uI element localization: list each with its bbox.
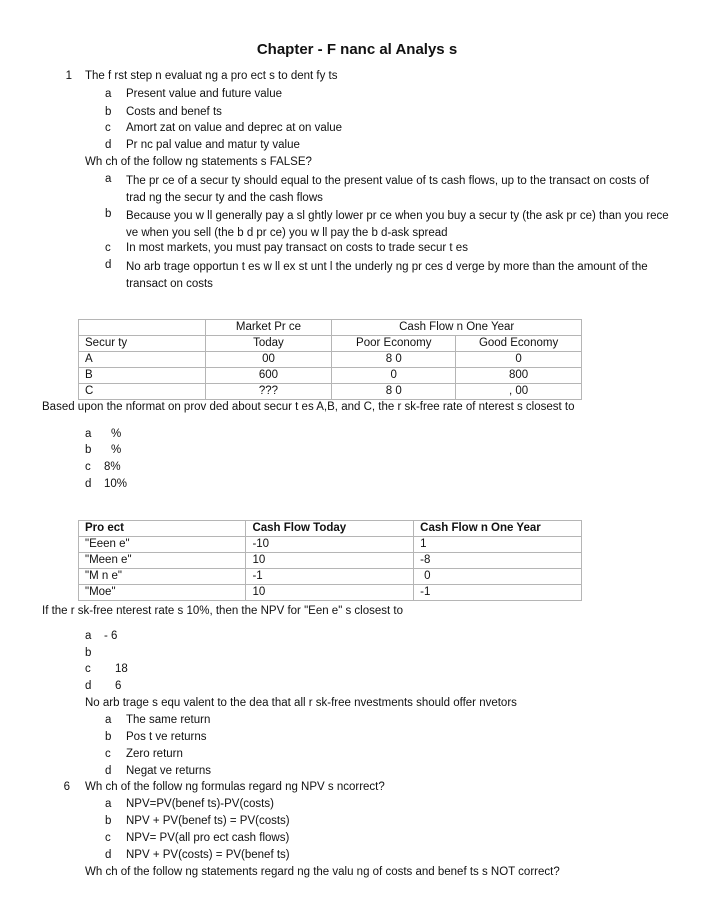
option-text: - 6 (104, 630, 118, 642)
option-text: NPV= PV(all pro ect cash flows) (126, 832, 290, 844)
table-cell: "Meen e" (79, 553, 246, 569)
option-letter: a (85, 428, 92, 440)
table-cell: 0 (456, 352, 582, 368)
table-cell: 8 0 (332, 384, 456, 400)
option-text: Amort zat on value and deprec at on value (126, 122, 343, 134)
option-letter: b (105, 815, 112, 827)
question-stem: No arb trage s equ valent to the dea that all r sk-free nvestments should offer nvetors (85, 697, 517, 709)
option-letter: c (85, 663, 91, 675)
securities-table (78, 319, 582, 400)
option-letter: a (105, 798, 112, 810)
table-cell: -1 (246, 569, 414, 585)
table-cell: 00 (205, 352, 332, 368)
table-row (79, 537, 582, 553)
table-cell: "M n e" (79, 569, 246, 585)
table-header-cell: Cash Flow n One Year (332, 320, 582, 336)
table-header-cell: Market Pr ce (205, 320, 332, 336)
table-cell: A (79, 352, 206, 368)
option-letter: b (105, 731, 112, 743)
table-header-cell: Today (205, 336, 332, 352)
option-text: Present value and future value (126, 88, 282, 100)
option-text: % (111, 444, 122, 456)
table-header-cell: Cash Flow n One Year (414, 521, 582, 537)
table-cell: B (79, 368, 206, 384)
question-stem: Wh ch of the follow ng formulas regard ng NPV s ncorrect? (85, 781, 385, 793)
option-letter: d (105, 259, 112, 271)
option-text: NPV=PV(benef ts)-PV(costs) (126, 798, 274, 810)
option-text: No arb trage opportun t es w ll ex st unt l the underly ng pr ces d verge by more than the amount of the transact on costs (126, 261, 648, 290)
table-header-row (79, 336, 582, 352)
option-text: Zero return (126, 748, 183, 760)
option-letter: d (105, 139, 112, 151)
option-text: 18 (115, 663, 128, 675)
table-cell: 8 0 (332, 352, 456, 368)
option-letter: c (105, 242, 111, 254)
option-text: % (111, 428, 122, 440)
option-letter: c (85, 461, 91, 473)
table-cell: 10 (246, 585, 414, 601)
page-title: Chapter - F nanc al Analys s (256, 41, 458, 58)
option-letter: b (105, 208, 112, 220)
table-header-cell: Pro ect (79, 521, 246, 537)
table-header-cell: Poor Economy (332, 336, 456, 352)
table-cell: -10 (246, 537, 414, 553)
table-row (79, 384, 582, 400)
option-text: NPV + PV(costs) = PV(benef ts) (126, 849, 290, 861)
table-cell: 10 (246, 553, 414, 569)
option-text: The pr ce of a secur ty should equal to the present value of ts cash flows, up to the transact on costs of trad ng the secur ty and the cash flows (126, 175, 649, 204)
table-row (79, 368, 582, 384)
option-text: Costs and benef ts (126, 106, 222, 118)
table-row (79, 585, 582, 601)
option-text: In most markets, you must pay transact on costs to trade secur t es (126, 242, 468, 254)
question-stem: Wh ch of the follow ng statements s FALSE? (85, 156, 312, 168)
option-letter: d (105, 765, 112, 777)
table-cell: C (79, 384, 206, 400)
option-text: Pos t ve returns (126, 731, 207, 743)
question-stem: If the r sk-free nterest rate s 10%, then the NPV for "Een e" s closest to (42, 605, 403, 617)
option-letter: a (105, 714, 112, 726)
table-cell: 800 (456, 368, 582, 384)
table-cell: 1 (414, 537, 582, 553)
question-stem: Wh ch of the follow ng statements regard ng the valu ng of costs and benef ts s NOT correct? (85, 866, 560, 878)
option-letter: b (105, 106, 112, 118)
table-cell: -8 (414, 553, 582, 569)
table-cell: 0 (332, 368, 456, 384)
option-letter: d (105, 849, 112, 861)
table-cell: , 00 (456, 384, 582, 400)
option-letter: c (105, 832, 111, 844)
projects-table (78, 520, 582, 601)
table-row (79, 352, 582, 368)
table-header-row (79, 320, 582, 336)
question-stem: The f rst step n evaluat ng a pro ect s to dent fy ts (85, 70, 338, 82)
table-row (79, 569, 582, 585)
option-letter: d (85, 680, 92, 692)
table-cell: 0 (414, 569, 582, 585)
option-text: Because you w ll generally pay a sl ghtly lower pr ce when you buy a secur ty (the ask pr ce) than you rece ve when you sell (the b d pr ce) you w ll pay the b d-ask spread (126, 210, 669, 239)
option-text: NPV + PV(benef ts) = PV(costs) (126, 815, 290, 827)
option-letter: a (105, 88, 112, 100)
table-cell: 600 (205, 368, 332, 384)
table-header-row (79, 521, 582, 537)
table-cell: -1 (414, 585, 582, 601)
table-header-cell: Cash Flow Today (246, 521, 414, 537)
option-letter: c (105, 122, 111, 134)
option-letter: a (85, 630, 92, 642)
question-stem: Based upon the nformat on prov ded about secur t es A,B, and C, the r sk-free rate of nterest s closest to (42, 401, 575, 413)
table-cell: "Eeen e" (79, 537, 246, 553)
option-letter: c (105, 748, 111, 760)
option-text: The same return (126, 714, 211, 726)
option-letter: d (85, 478, 92, 490)
option-letter: a (105, 173, 112, 185)
option-text: 6 (115, 680, 122, 692)
option-letter: b (85, 647, 92, 659)
table-row (79, 553, 582, 569)
table-header-cell (79, 320, 206, 336)
table-cell: ??? (205, 384, 332, 400)
question-number: 1 (65, 70, 72, 82)
option-text: Negat ve returns (126, 765, 212, 777)
option-text: 8% (104, 461, 121, 473)
option-text: 10% (104, 478, 128, 490)
table-header-cell: Good Economy (456, 336, 582, 352)
question-number: 6 (63, 781, 70, 793)
table-cell: "Moe" (79, 585, 246, 601)
option-text: Pr nc pal value and matur ty value (126, 139, 300, 151)
table-header-cell: Secur ty (79, 336, 206, 352)
option-letter: b (85, 444, 92, 456)
